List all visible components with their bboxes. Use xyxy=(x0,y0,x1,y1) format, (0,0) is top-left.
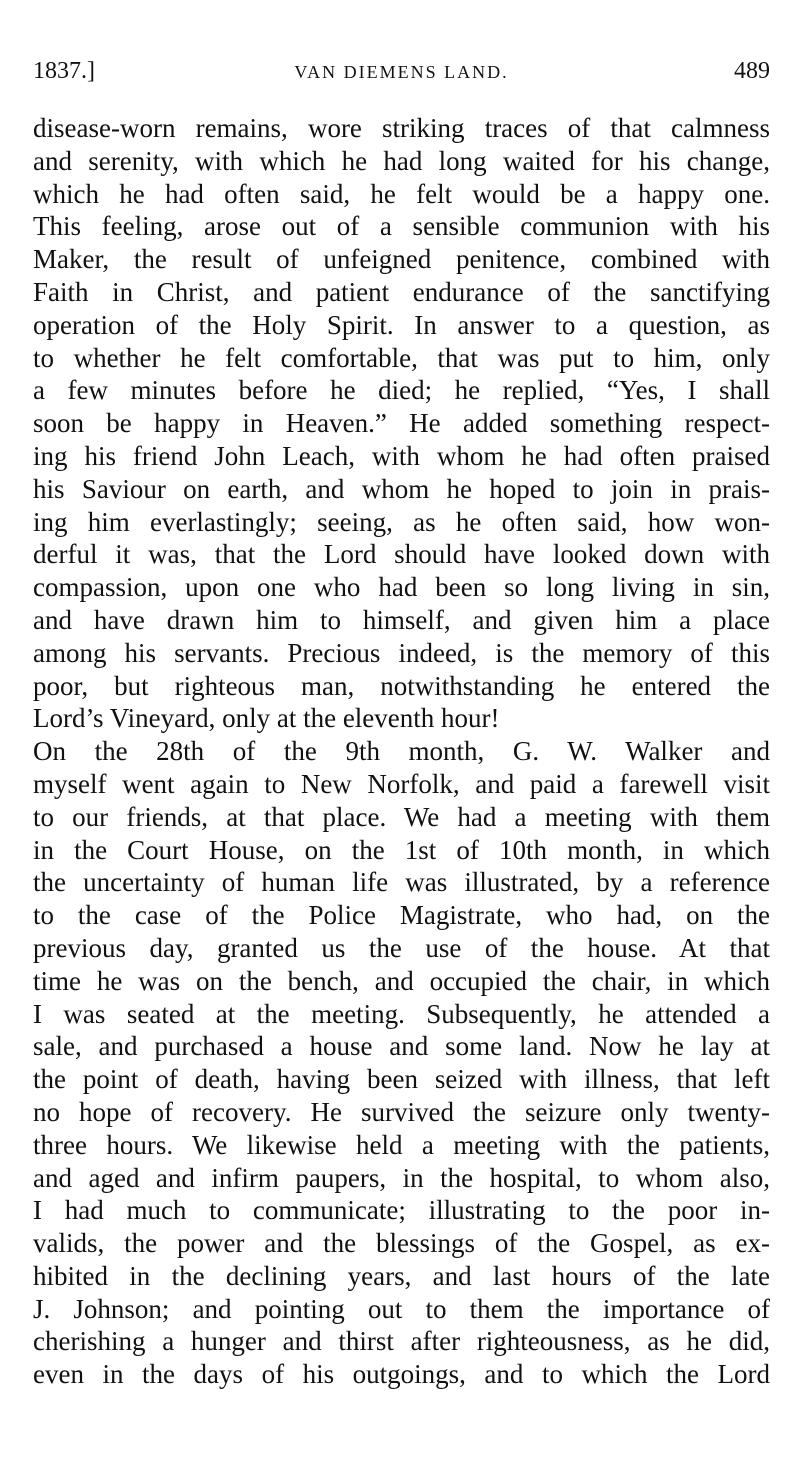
text-line: to whether he felt comfortable, that was put to him, only xyxy=(33,342,770,373)
body-text xyxy=(33,112,770,1391)
text-line: in the Court House, on the 1st of 10th month, in which xyxy=(33,834,770,865)
text-line: myself went again to New Norfolk, and paid a farewell visit xyxy=(33,768,770,799)
text-line: disease-worn remains, wore striking traces of that calmness xyxy=(33,113,770,143)
text-line: no hope of recovery. He survived the seizure only twenty- xyxy=(33,1096,770,1127)
text-line: valids, the power and the blessings of the Gospel, as ex- xyxy=(33,1228,770,1259)
book-page xyxy=(33,52,770,1391)
page-number: 489 xyxy=(734,58,770,84)
text-line: Lord’s Vineyard, only at the eleventh hour! xyxy=(33,703,500,734)
text-line: operation of the Holy Spirit. In answer to a question, as xyxy=(33,309,770,340)
text-line: Maker, the result of unfeigned penitence, combined with xyxy=(33,244,770,275)
text-line: sale, and purchased a house and some land. Now he lay at xyxy=(33,1031,770,1062)
text-line: the point of death, having been seized with illness, that left xyxy=(33,1064,770,1095)
text-line: the uncertainty of human life was illustrated, by a reference xyxy=(33,867,770,898)
text-line: I was seated at the meeting. Subsequently, he attended a xyxy=(33,998,770,1029)
text-line: three hours. We likewise held a meeting with the patients, xyxy=(33,1129,770,1160)
text-line: cherishing a hunger and thirst after righteousness, as he did, xyxy=(33,1326,770,1357)
text-line: to our friends, at that place. We had a meeting with them xyxy=(33,801,770,832)
text-line: which he had often said, he felt would be a happy one. xyxy=(33,178,770,209)
running-header xyxy=(33,52,770,92)
text-line: even in the days of his outgoings, and to which the Lord xyxy=(33,1359,770,1390)
text-line: J. Johnson; and pointing out to them the importance of xyxy=(33,1293,770,1324)
text-line: hibited in the declining years, and last hours of the late xyxy=(33,1260,770,1291)
text-line: to the case of the Police Magistrate, who had, on the xyxy=(33,900,770,931)
text-line: and aged and infirm paupers, in the hospital, to whom also, xyxy=(33,1162,770,1193)
text-line: time he was on the bench, and occupied the chair, in which xyxy=(33,965,770,996)
text-line: a few minutes before he died; he replied, “Yes, I shall xyxy=(33,375,770,406)
text-line: Faith in Christ, and patient endurance of the sanctifying xyxy=(33,276,770,307)
text-line: compassion, upon one who had been so long living in sin, xyxy=(33,572,770,603)
text-line: previous day, granted us the use of the house. At that xyxy=(33,932,770,963)
text-line: among his servants. Precious indeed, is the memory of this xyxy=(33,637,770,668)
header-year: 1837.] xyxy=(33,58,95,84)
text-line: This feeling, arose out of a sensible communion with his xyxy=(33,211,770,242)
running-title: VAN DIEMENS LAND. xyxy=(294,62,509,82)
text-line: and serenity, with which he had long waited for his change, xyxy=(33,145,770,176)
text-line: his Saviour on earth, and whom he hoped to join in prais- xyxy=(33,473,770,504)
text-line: soon be happy in Heaven.” He added something respect- xyxy=(33,408,770,439)
text-line: ing his friend John Leach, with whom he had often praised xyxy=(33,440,770,471)
text-line: and have drawn him to himself, and given him a place xyxy=(33,604,770,635)
text-line: derful it was, that the Lord should have looked down with xyxy=(33,539,770,570)
text-line: poor, but righteous man, notwithstanding he entered the xyxy=(33,670,770,701)
text-line: I had much to communicate; illustrating to the poor in- xyxy=(33,1195,770,1226)
text-line: ing him everlastingly; seeing, as he often said, how won- xyxy=(33,506,770,537)
text-line: On the 28th of the 9th month, G. W. Walker and xyxy=(33,736,770,767)
